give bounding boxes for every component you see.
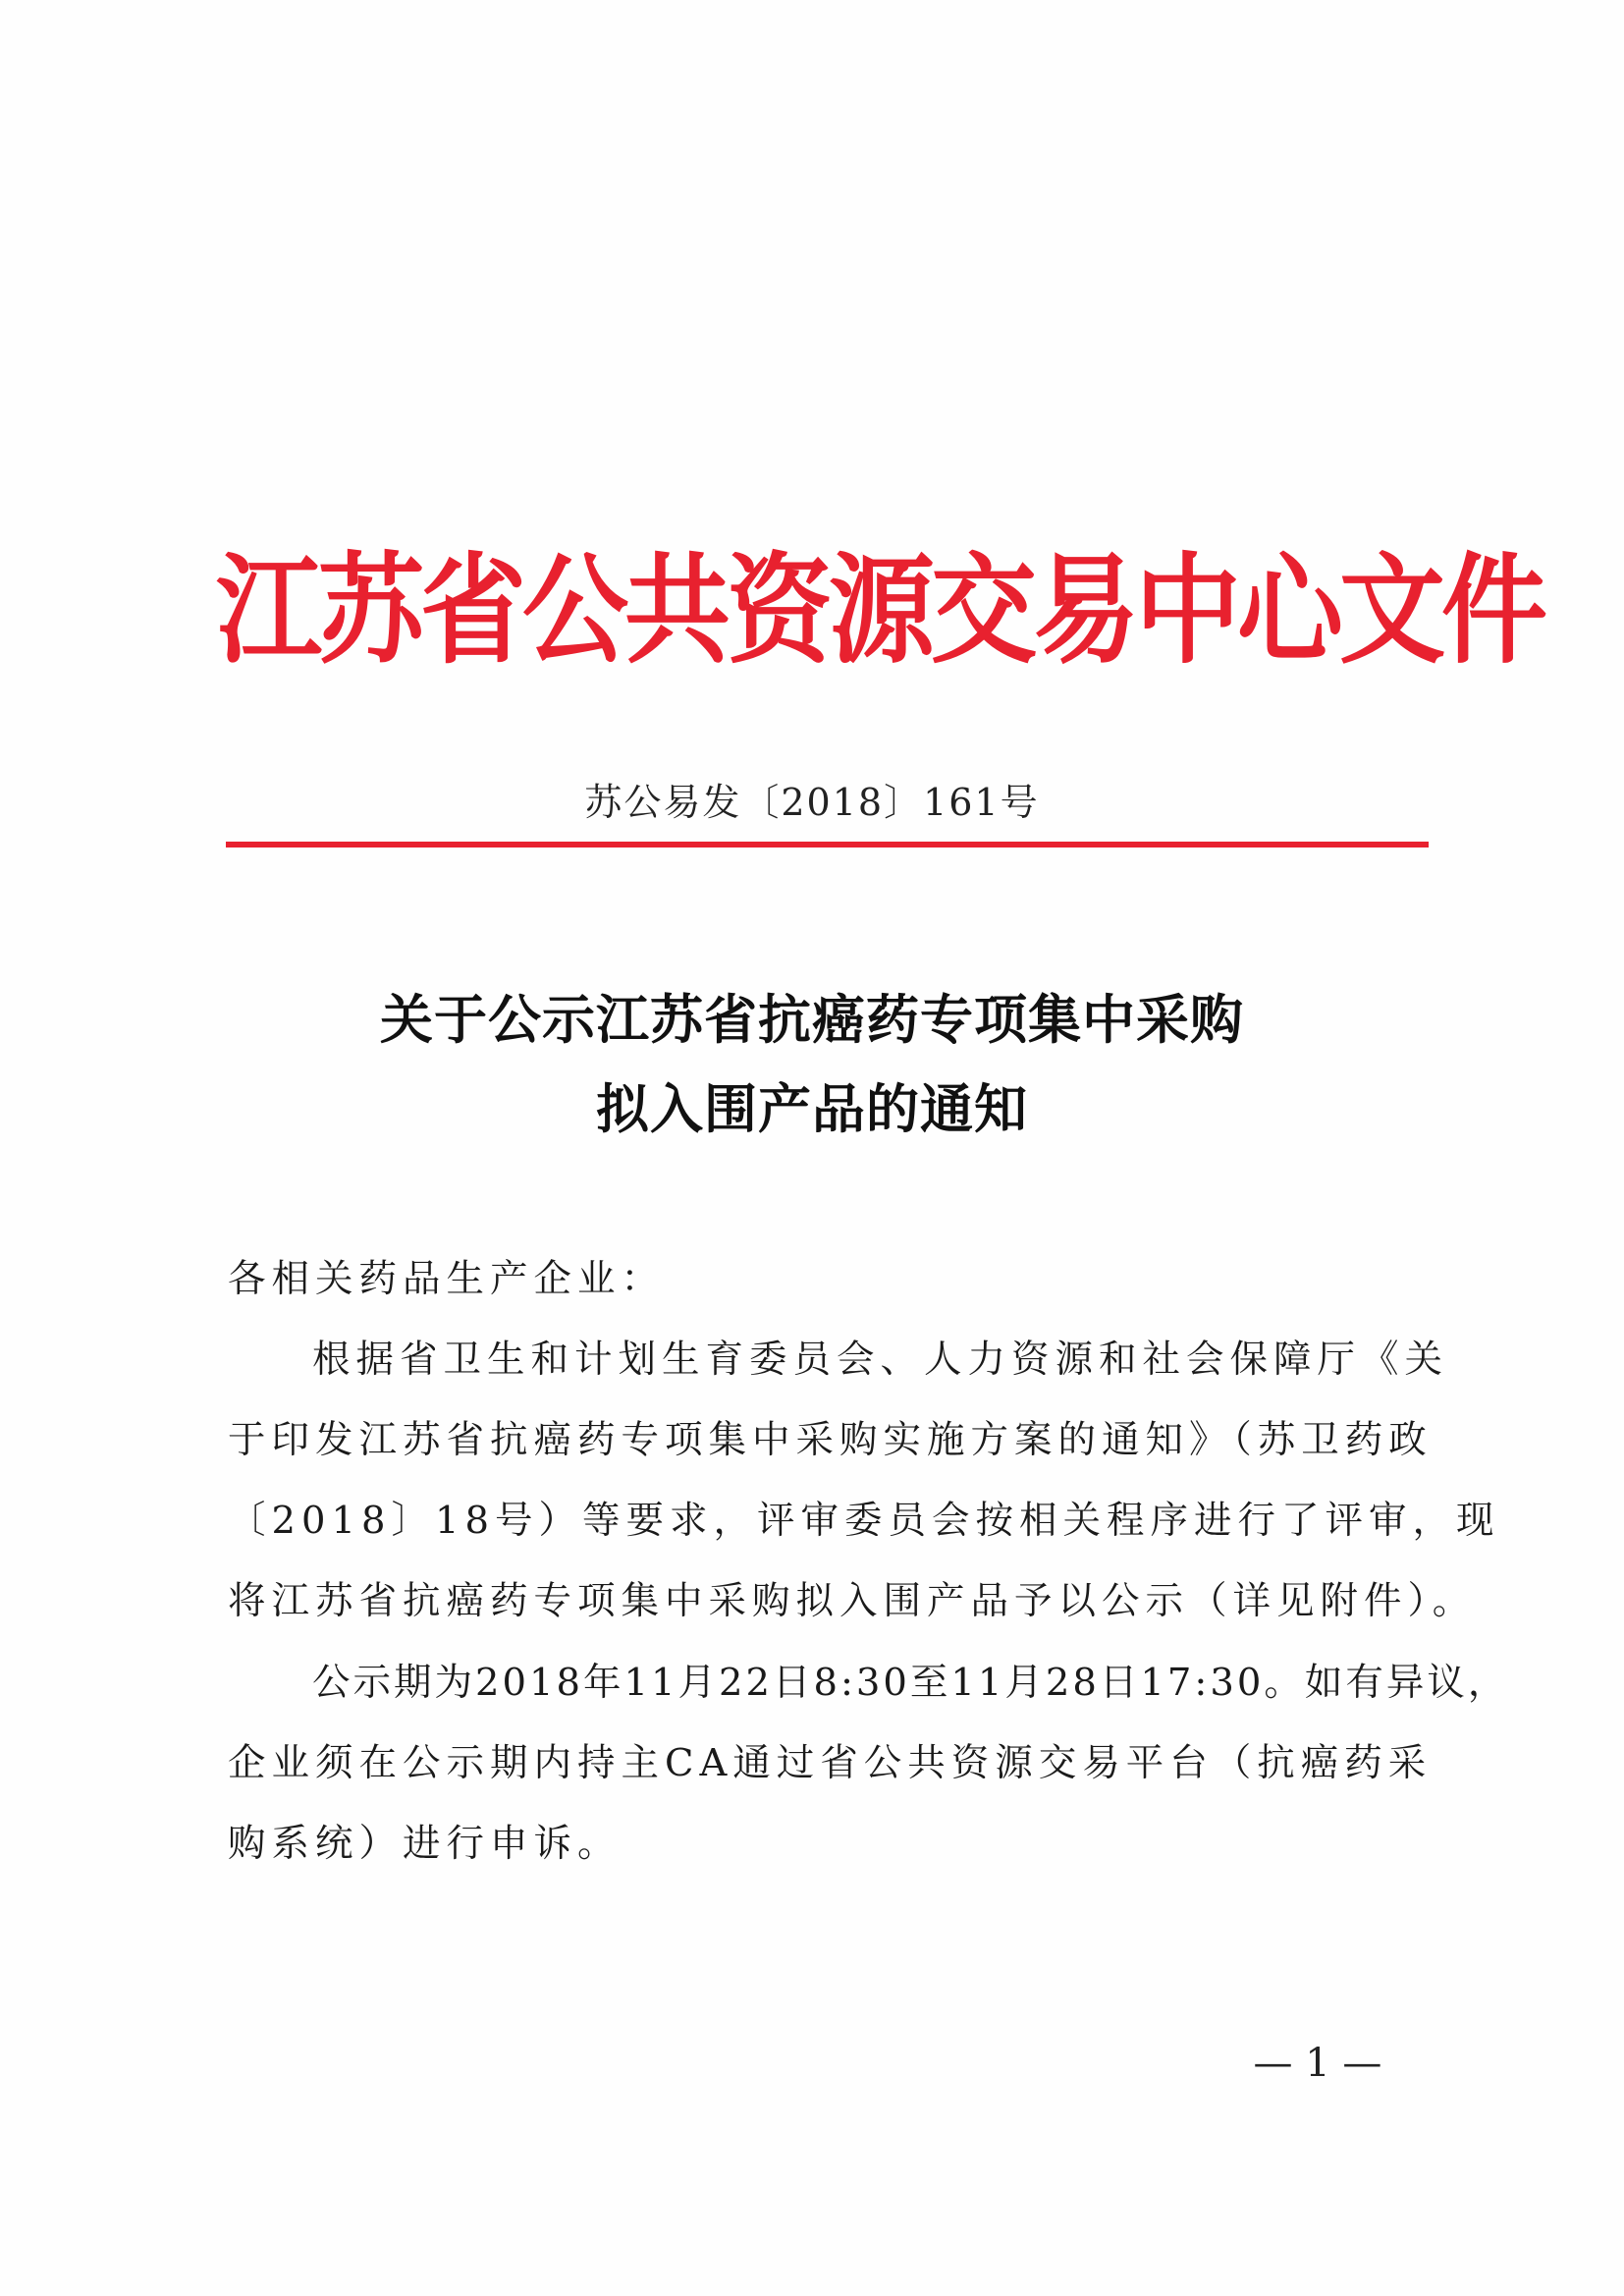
paragraph-1-line-1: 根据省卫生和计划生育委员会、人力资源和社会保障厅《关: [312, 1338, 1449, 1382]
page-number: — 1 —: [1253, 2041, 1382, 2086]
salutation: 各相关药品生产企业：: [228, 1257, 666, 1301]
red-separator-line: [226, 842, 1429, 847]
paragraph-1-line-4: 将江苏省抗癌药专项集中采购拟入围产品予以公示（详见附件）。: [228, 1579, 1477, 1623]
paragraph-1-line-2: 于印发江苏省抗癌药专项集中采购实施方案的通知》（苏卫药政: [228, 1418, 1433, 1462]
paragraph-2-line-1: 公示期为2018年11月22日8:30至11月28日17:30。如有异议，: [312, 1661, 1509, 1705]
paragraph-2-line-2: 企业须在公示期内持主CA通过省公共资源交易平台（抗癌药采: [228, 1741, 1433, 1785]
paragraph-2-line-3: 购系统）进行申诉。: [228, 1822, 622, 1866]
issuer-header: 江苏省公共资源交易中心文件: [216, 542, 1544, 681]
document-number: 苏公易发〔2018〕161号: [584, 781, 1040, 824]
notice-title-line-1: 关于公示江苏省抗癌药专项集中采购: [380, 988, 1244, 1051]
notice-title-line-2: 拟入围产品的通知: [596, 1077, 1028, 1140]
paragraph-1-line-3: 〔2018〕18号）等要求，评审委员会按相关程序进行了评审，现: [228, 1499, 1500, 1543]
